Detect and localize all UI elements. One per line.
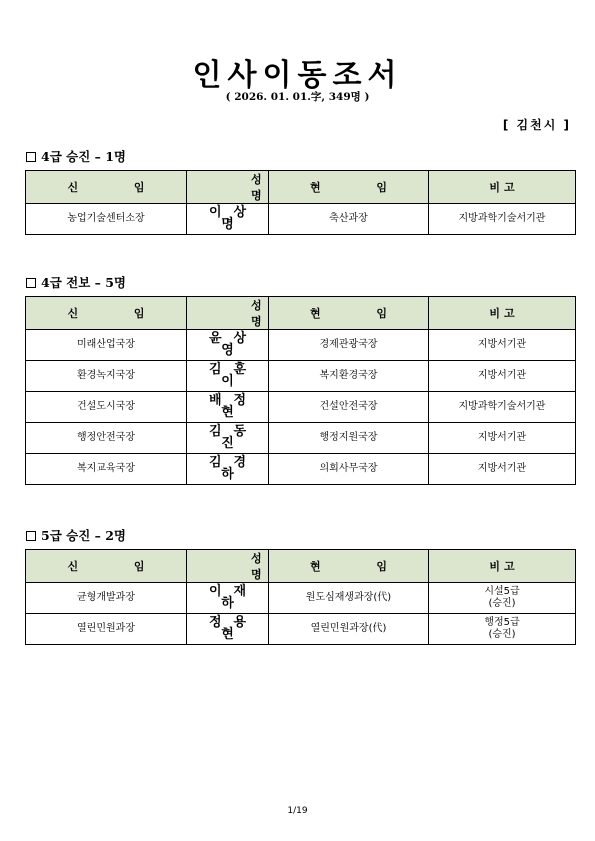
remarks-line1: 시설5급	[484, 586, 520, 597]
section-title-text: 5급 승진 – 2명	[41, 528, 127, 543]
cell-current-post: 경제관광국장	[269, 330, 429, 361]
cell-new-post: 미래산업국장	[26, 330, 187, 361]
cell-name: 이재하	[187, 583, 269, 614]
cell-name: 김훈이	[187, 361, 269, 392]
table-4th-promotion	[25, 170, 576, 235]
checkbox-icon	[26, 152, 36, 162]
cell-remarks: 지방서기관	[429, 423, 576, 454]
remarks-line1: 행정5급	[484, 617, 520, 628]
header-remarks: 비고	[429, 297, 576, 330]
cell-remarks: 지방서기관	[429, 330, 576, 361]
city-label: [ 김천시 ]	[502, 118, 571, 132]
table-row	[26, 423, 576, 454]
header-new-post: 신 임	[26, 297, 187, 330]
section-title-5th-promotion	[26, 526, 126, 544]
header-new-post: 신 임	[26, 171, 187, 204]
checkbox-icon	[26, 278, 36, 288]
header-name: 성 명	[187, 171, 269, 204]
table-header-row	[26, 297, 576, 330]
cell-new-post: 농업기술센터소장	[26, 204, 187, 235]
header-name: 성 명	[187, 297, 269, 330]
page-title: 인사이동조서	[192, 58, 403, 93]
table-row	[26, 583, 576, 614]
table-5th-promotion	[25, 549, 576, 645]
cell-current-post: 복지환경국장	[269, 361, 429, 392]
cell-new-post: 환경녹지국장	[26, 361, 187, 392]
table-row	[26, 392, 576, 423]
header-current-post: 현 임	[269, 297, 429, 330]
cell-remarks: 지방과학기술서기관	[429, 204, 576, 235]
checkbox-icon	[26, 531, 36, 541]
cell-name: 배정현	[187, 392, 269, 423]
table-row	[26, 614, 576, 645]
cell-current-post: 원도심재생과장(代)	[269, 583, 429, 614]
cell-name: 정용현	[187, 614, 269, 645]
cell-current-post: 행정지원국장	[269, 423, 429, 454]
cell-name: 김동진	[187, 423, 269, 454]
header-remarks: 비고	[429, 550, 576, 583]
table-header-row	[26, 550, 576, 583]
cell-remarks: 지방과학기술서기관	[429, 392, 576, 423]
page-subtitle: ( 2026. 01. 01.字, 349명 )	[225, 91, 370, 103]
cell-new-post: 복지교육국장	[26, 454, 187, 485]
table-row	[26, 361, 576, 392]
header-remarks: 비고	[429, 171, 576, 204]
table-4th-transfer	[25, 296, 576, 485]
table-row	[26, 204, 576, 235]
cell-name: 김경하	[187, 454, 269, 485]
cell-new-post: 열린민원과장	[26, 614, 187, 645]
cell-remarks: 지방서기관	[429, 361, 576, 392]
cell-current-post: 건설안전국장	[269, 392, 429, 423]
cell-remarks: 지방서기관	[429, 454, 576, 485]
cell-remarks	[429, 583, 576, 614]
cell-remarks	[429, 614, 576, 645]
page-number: 1/19	[287, 806, 308, 816]
remarks-line2: (승진)	[488, 629, 516, 640]
header-current-post: 현 임	[269, 550, 429, 583]
header-current-post: 현 임	[269, 171, 429, 204]
section-title-text: 4급 전보 – 5명	[41, 275, 127, 290]
cell-name: 이상명	[187, 204, 269, 235]
section-title-4th-promotion	[26, 147, 126, 165]
section-title-4th-transfer	[26, 273, 126, 291]
cell-new-post: 균형개발과장	[26, 583, 187, 614]
cell-current-post: 축산과장	[269, 204, 429, 235]
table-row	[26, 454, 576, 485]
header-new-post: 신 임	[26, 550, 187, 583]
cell-new-post: 건설도시국장	[26, 392, 187, 423]
remarks-line2: (승진)	[488, 598, 516, 609]
cell-current-post: 열린민원과장(代)	[269, 614, 429, 645]
table-header-row	[26, 171, 576, 204]
cell-current-post: 의회사무국장	[269, 454, 429, 485]
cell-name: 윤상영	[187, 330, 269, 361]
section-title-text: 4급 승진 – 1명	[41, 149, 127, 164]
cell-new-post: 행정안전국장	[26, 423, 187, 454]
header-name: 성 명	[187, 550, 269, 583]
table-row	[26, 330, 576, 361]
